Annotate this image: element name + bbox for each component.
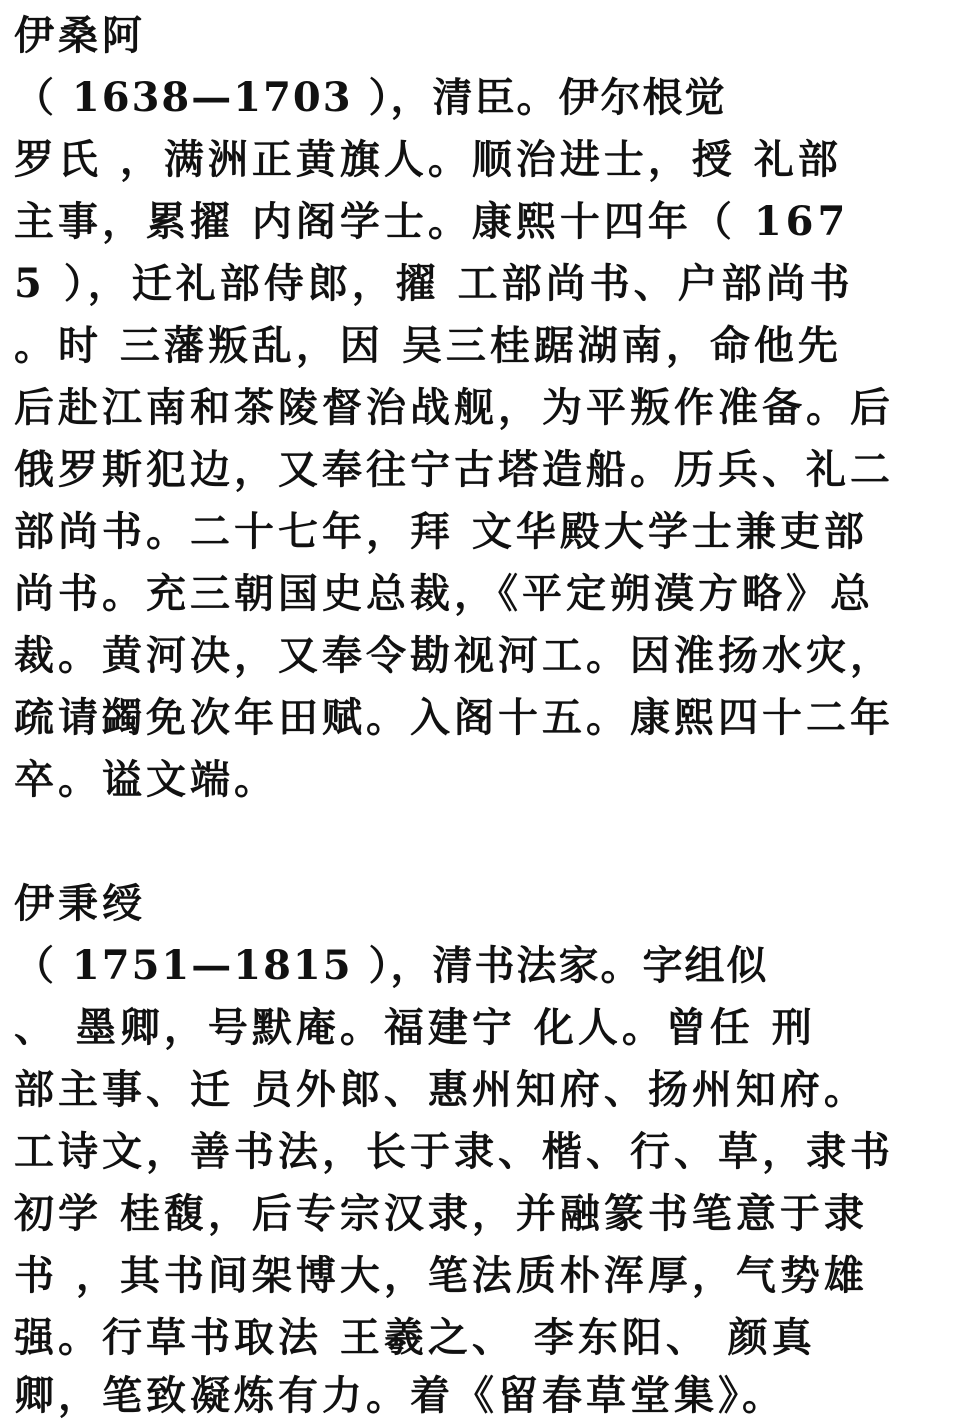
entry-text-line: 部尚书。二十七年，拜 文华殿大学士兼吏部 <box>14 508 868 555</box>
entry-text-line: 工诗文，善书法，长于隶、楷、行、草，隶书 <box>14 1128 894 1175</box>
entry-text-line: （ 1751—1815 ），清书法家。字组似 <box>14 942 769 989</box>
entry-text-line: 5 ），迁礼部侍郎，擢 工部尚书、户部尚书 <box>14 260 854 307</box>
entry-text-line: 强。行草书取法 王羲之、 李东阳、 颜真 <box>14 1314 816 1361</box>
entry-text-line: 书 ，其书间架博大，笔法质朴浑厚，气势雄 <box>14 1252 868 1299</box>
entry-text-line: 俄罗斯犯边，又奉往宁古塔造船。历兵、礼二 <box>14 446 894 493</box>
entry-text-line: 、 墨卿，号默庵。福建宁 化人。曾任 刑 <box>14 1004 816 1051</box>
entry-text-line: 尚书。充三朝国史总裁，《平定朔漠方略》总 <box>14 570 874 617</box>
entry-text-line: 部主事、迁 员外郎、惠州知府、扬州知府。 <box>14 1066 868 1113</box>
entry-text-line: 疏请蠲免次年田赋。入阁十五。康熙四十二年 <box>14 694 894 741</box>
entry-text-line: 罗氏 ，满洲正黄旗人。顺治进士，授 礼部 <box>14 136 842 183</box>
entry-text-line: 初学 桂馥，后专宗汉隶，并融篆书笔意于隶 <box>14 1190 868 1237</box>
entry-text-line: 裁。黄河决，又奉令勘视河工。因淮扬水灾， <box>14 632 894 679</box>
entry-text-line: 卒。谥文端。 <box>14 756 278 803</box>
entry-title: 伊桑阿 <box>14 12 146 59</box>
entry-text-line: （ 1638—1703 ），清臣。伊尔根觉 <box>14 74 727 121</box>
entry-title: 伊秉绶 <box>14 880 146 927</box>
entry-text-line: 主事，累擢 内阁学士。康熙十四年（ 167 <box>14 198 850 245</box>
entry-text-line: 。时 三藩叛乱，因 吴三桂踞湖南，命他先 <box>14 322 842 369</box>
entry-text-line: 卿，笔致凝炼有力。着《留春草堂集》。 <box>14 1372 786 1419</box>
entry-text-line: 后赴江南和茶陵督治战舰，为平叛作准备。后 <box>14 384 894 431</box>
